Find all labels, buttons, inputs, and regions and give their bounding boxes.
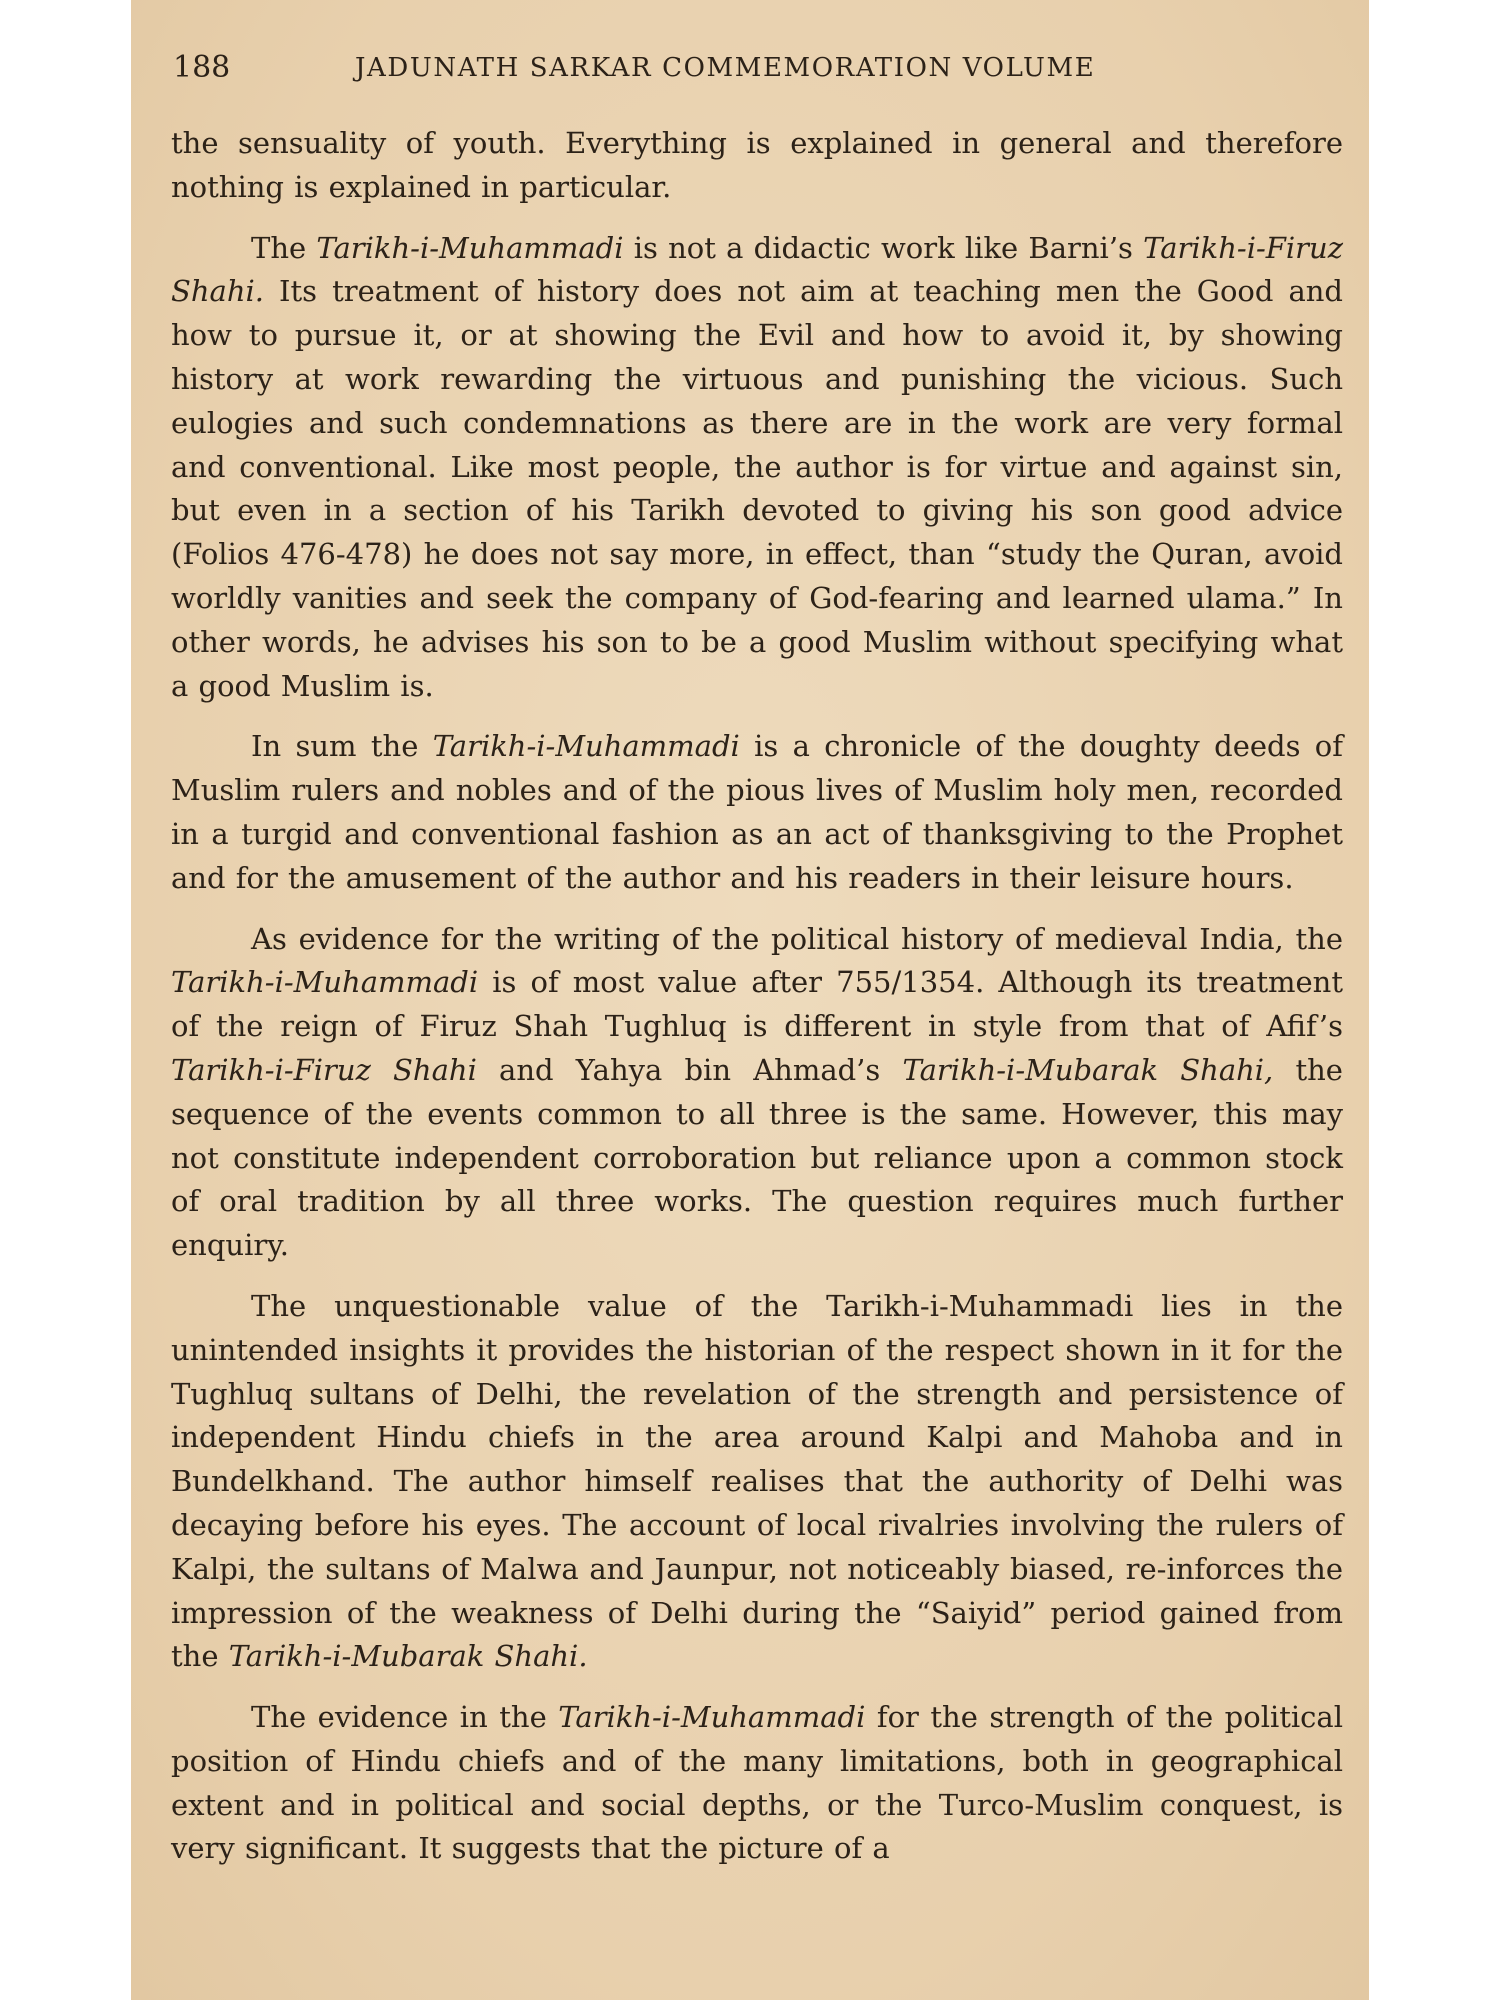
italic-title: Tarikh-i-Muhammadi (316, 230, 624, 265)
text-run: the sequence of the events common to all three is the same. However, this may not constitute independent corroboration but reliance upon a common stock of oral tradition by all three works. The question requires much further enquiry. (171, 1052, 1343, 1263)
paragraph-6 (171, 1696, 1343, 1871)
text-run: the sensuality of youth. Everything is explained in general and therefore nothing is explained in particular. (171, 126, 1343, 204)
italic-title: Tarikh-i-Mubarak Shahi. (228, 1639, 588, 1674)
italic-title: Tarikh-i-Mubarak Shahi, (902, 1052, 1274, 1087)
paragraph-4 (171, 918, 1343, 1268)
paragraph-5 (171, 1285, 1343, 1679)
italic-title: Tarikh-i-Muhammadi (171, 965, 479, 1000)
paragraph-2 (171, 227, 1343, 709)
italic-title: Tarikh-i-Muhammadi (558, 1700, 866, 1735)
text-run: is a chronicle of the doughty deeds of Muslim rulers and nobles and of the pious lives of Muslim holy men, recorded in a turgid and conventional fashion as an act of thanksgiving to the Prophet and for the amusement of the author and his readers in their leisure hours. (171, 729, 1344, 895)
page-body (171, 122, 1343, 1871)
page-number: 188 (173, 50, 231, 85)
text-run: The unquestionable value of the Tarikh-i-Muhammadi lies in the unintended insights it provides the historian of the respect shown in it for the Tughluq sultans of Delhi, the revelation of the strength and persistence of independent Hindu chiefs in the area around Kalpi and Mahoba and in Bundelkhand. The author himself realises that the authority of Delhi was decaying before his eyes. The account of local rivalries involving the rulers of Kalpi, the sultans of Malwa and Jaunpur, not noticeably biased, re-inforces the impression of the weakness of Delhi during the “Saiyid” period gained from the (171, 1288, 1343, 1674)
paragraph-1 (171, 122, 1343, 210)
running-title: JADUNATH SARKAR COMMEMORATION VOLUME (355, 53, 1096, 83)
text-run: and Yahya bin Ahmad’s (476, 1052, 903, 1087)
book-page (131, 0, 1369, 2000)
page-header (173, 50, 1327, 98)
italic-title: Tarikh-i-Muhammadi (432, 729, 740, 764)
italic-title: Tarikh-i-Firuz Shahi (171, 1052, 477, 1087)
text-run: The (251, 230, 317, 265)
text-run: As evidence for the writing of the political history of medieval India, the (251, 921, 1343, 956)
text-run: Its treatment of history does not aim at teaching men the Good and how to pursue it, or at showing the Evil and how to avoid it, by showing history at work rewarding the virtuous and punishing the vicious. Such eulogies and such condemnations as there are in the work are very formal and conventional. Like most people, the author is for virtue and against sin, but even in a section of his Tarikh devoted to giving his son good advice (Folios 476-478) he does not say more, in effect, than “study the Quran, avoid worldly vanities and seek the company of God-fearing and learned ulama.” In other words, he advises his son to be a good Muslim without specifying what a good Muslim is. (171, 274, 1343, 703)
italic-title: Tarikh-i-Firuz Shahi. (171, 230, 1343, 309)
text-run: is not a didactic work like Barni’s (623, 230, 1144, 265)
paragraph-3 (171, 725, 1343, 900)
text-run: The evidence in the (251, 1700, 559, 1735)
text-run: is of most value after 755/1354. Although its treatment of the reign of Firuz Shah Tughluq is different in style from that of Afif’s (171, 965, 1343, 1044)
text-run: In sum the (251, 729, 433, 764)
text-run: for the strength of the political position of Hindu chiefs and of the many limitations, both in geographical extent and in political and social depths, or the Turco-Muslim conquest, is very significant. It suggests that the picture of a (171, 1700, 1343, 1866)
